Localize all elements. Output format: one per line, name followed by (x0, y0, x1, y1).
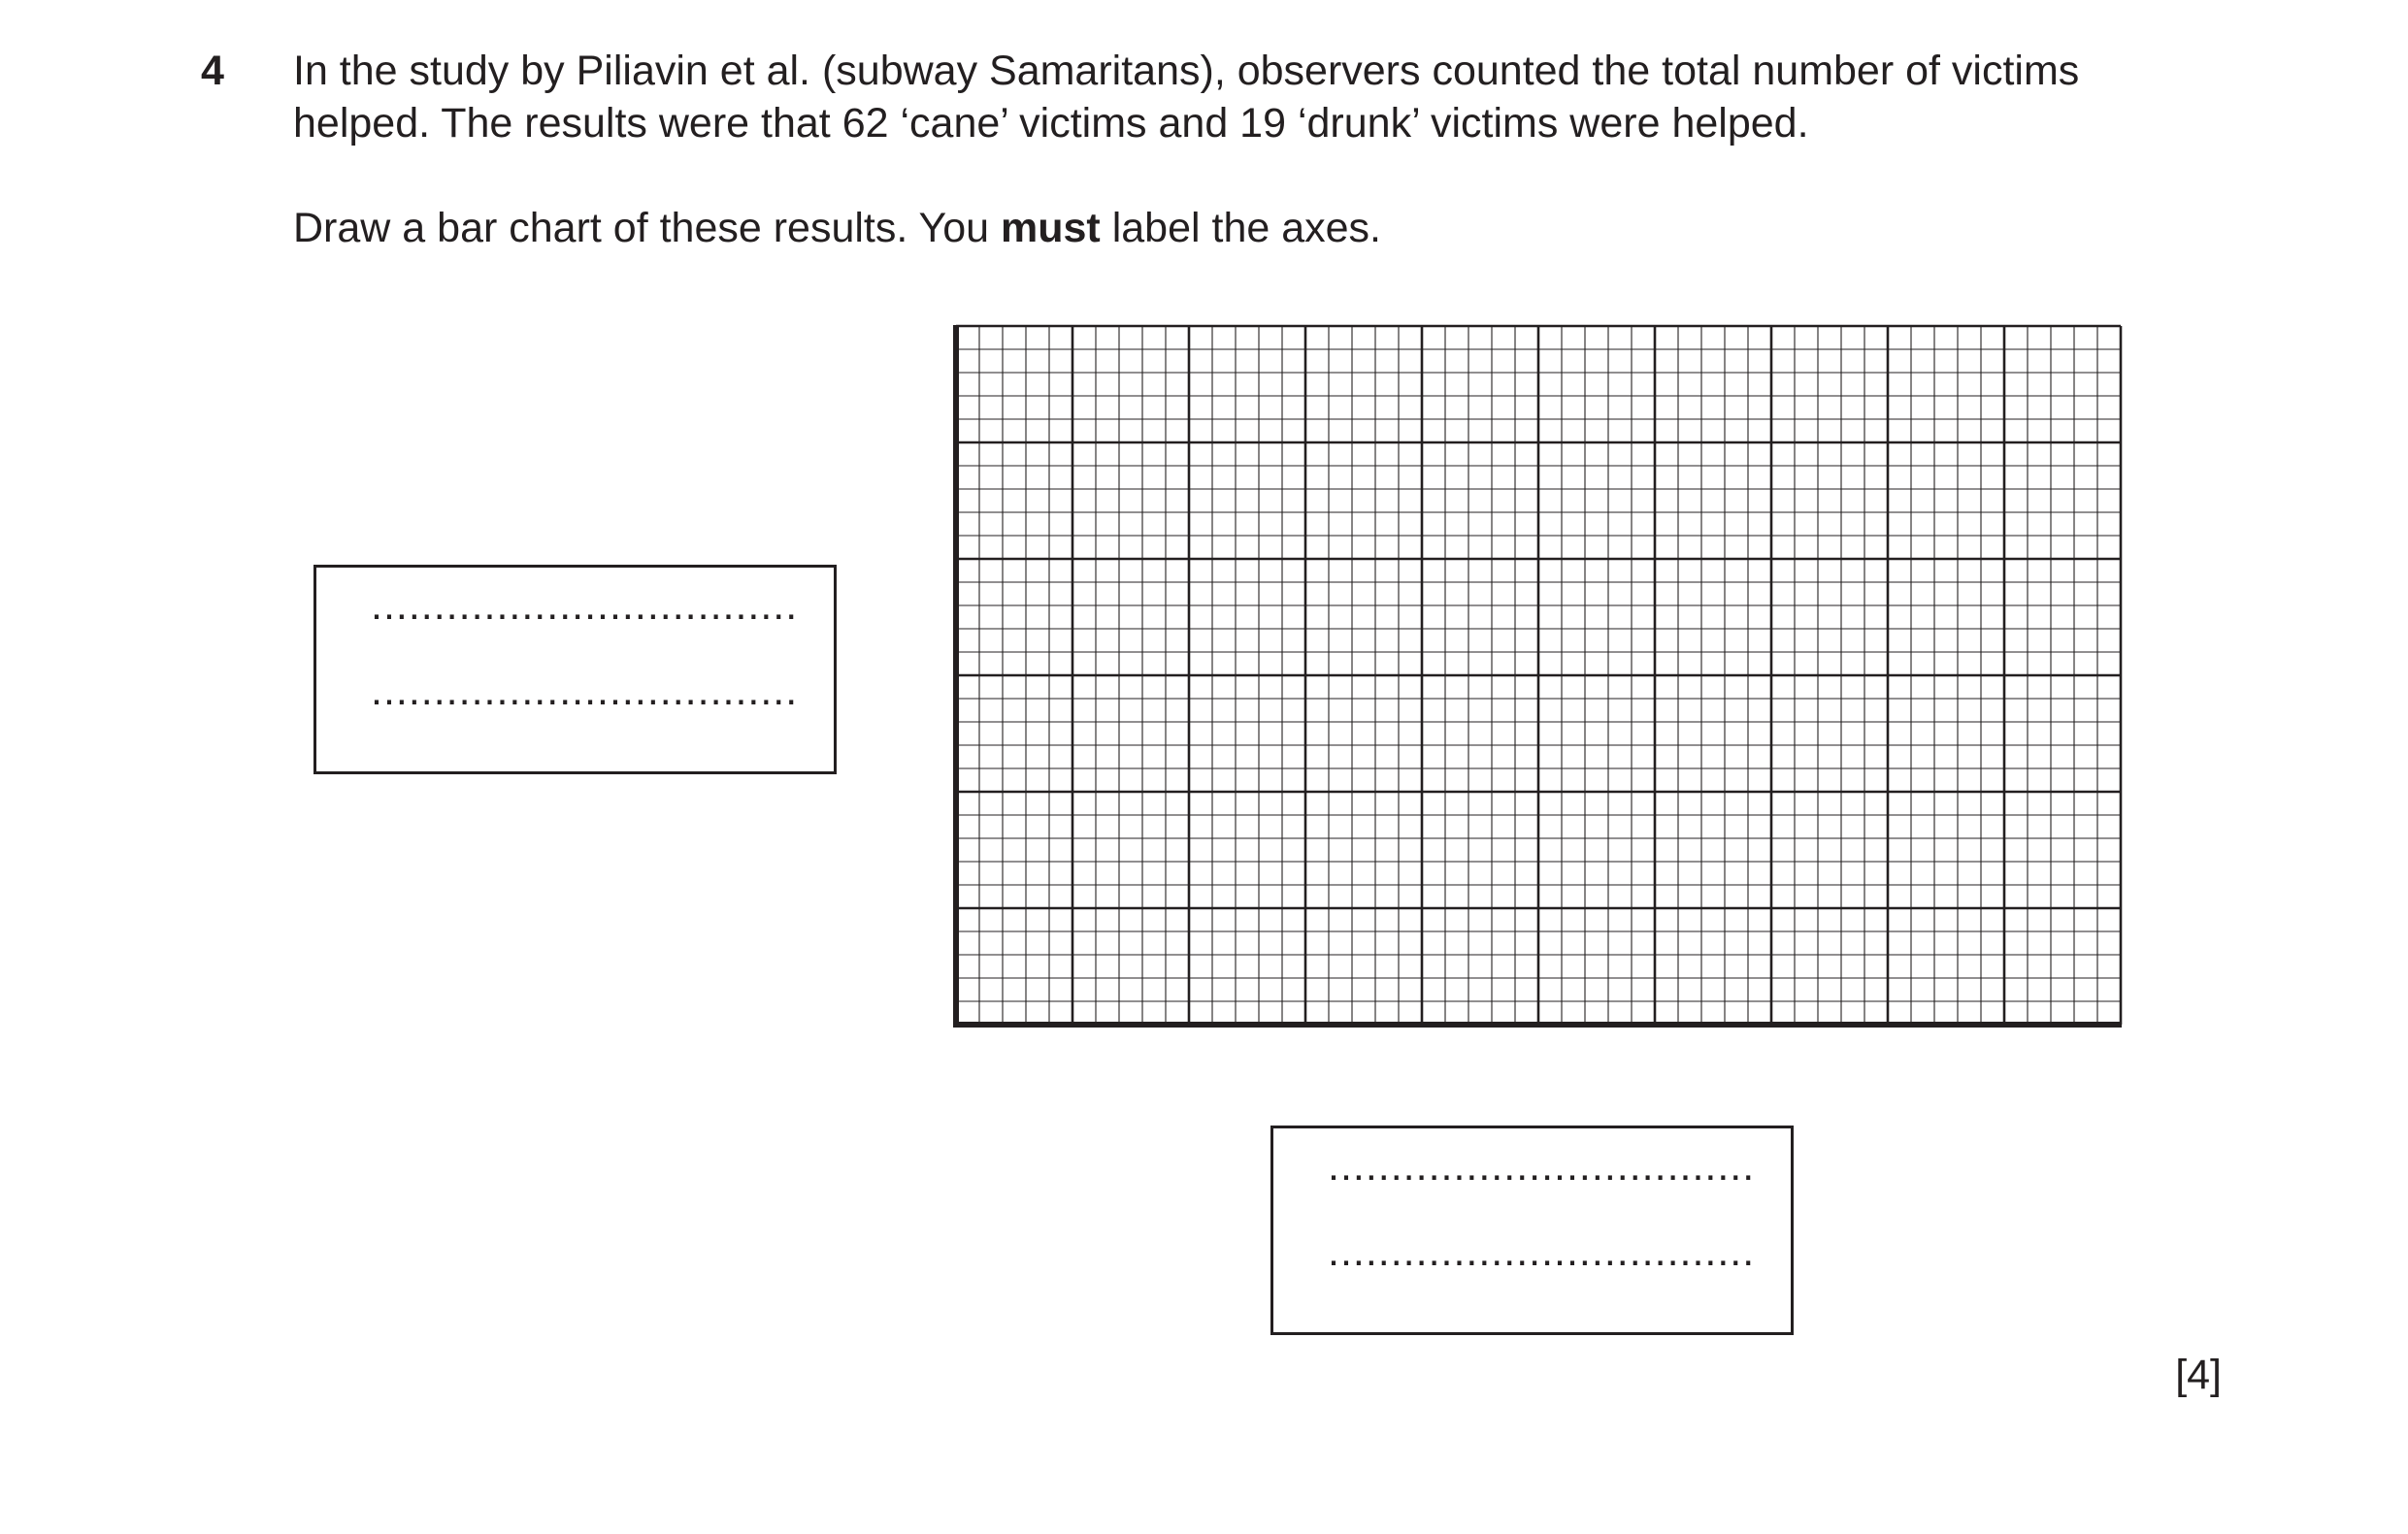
question-number: 4 (201, 48, 224, 94)
instruction-end: label the axes. (1100, 205, 1381, 251)
question-line-2: helped. The results were that 62 ‘cane’ victims and 19 ‘drunk’ victims were helped. (293, 100, 1809, 147)
y-axis-answer-line-1[interactable]: .................................. (371, 582, 799, 629)
x-axis-label-box[interactable] (1270, 1126, 1794, 1335)
x-axis-answer-line-2[interactable]: .................................. (1328, 1228, 1756, 1275)
question-line-1: In the study by Piliavin et al. (subway Samaritans), observers counted the total number of victims (293, 48, 2080, 94)
instruction-emphasis: must (1001, 205, 1101, 251)
instruction-start: Draw a bar chart of these results. You (293, 205, 1002, 251)
marks-indicator: [4] (2175, 1352, 2222, 1398)
y-axis-answer-line-2[interactable]: .................................. (371, 668, 799, 714)
x-axis-answer-line-1[interactable]: .................................. (1328, 1143, 1756, 1190)
